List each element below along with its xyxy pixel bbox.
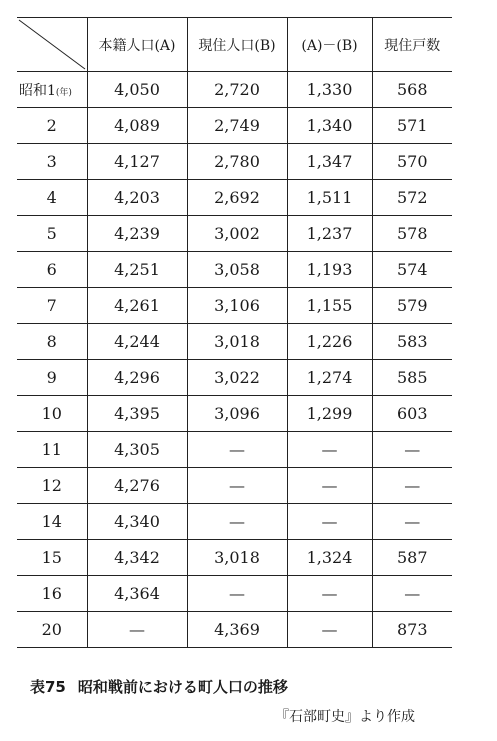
row-year-label: 3 [46,152,57,171]
row-year-label: 11 [41,440,62,459]
resident-population-cell: — [187,432,287,468]
row-year [17,180,87,216]
households-cell: 603 [372,396,452,432]
table-row [17,576,452,612]
row-year-label: 20 [41,620,62,639]
registered-population-cell: 4,395 [87,396,187,432]
resident-population-cell: 2,749 [187,108,287,144]
difference-cell: 1,324 [287,540,372,576]
difference-cell: 1,226 [287,324,372,360]
resident-population-cell: 3,018 [187,540,287,576]
households-cell: 579 [372,288,452,324]
row-year [17,468,87,504]
resident-population-cell: 2,692 [187,180,287,216]
row-year [17,144,87,180]
resident-population-cell: — [187,576,287,612]
resident-population-cell: 3,096 [187,396,287,432]
table-row [17,180,452,216]
households-cell: 578 [372,216,452,252]
table-row [17,324,452,360]
header-resident-population: 現住人口(B) [187,18,287,72]
resident-population-cell: 2,780 [187,144,287,180]
table-row [17,396,452,432]
row-year-label: 4 [46,188,57,207]
difference-cell: — [287,432,372,468]
resident-population-cell: 3,106 [187,288,287,324]
table-row [17,504,452,540]
row-year [17,396,87,432]
registered-population-cell: 4,127 [87,144,187,180]
registered-population-cell: 4,089 [87,108,187,144]
households-cell: — [372,432,452,468]
table-row [17,72,452,108]
header-corner-diagonal [17,18,87,72]
row-year [17,504,87,540]
row-year [17,216,87,252]
registered-population-cell: 4,276 [87,468,187,504]
table-row [17,540,452,576]
registered-population-cell: — [87,612,187,648]
households-cell: — [372,576,452,612]
table-row [17,216,452,252]
difference-cell: 1,155 [287,288,372,324]
table-row [17,144,452,180]
row-year-label: 昭和1 [19,82,56,99]
header-difference: (A)－(B) [287,18,372,72]
table-header-row [17,18,452,72]
row-year-label: 9 [46,368,57,387]
households-cell: 572 [372,180,452,216]
difference-cell: — [287,576,372,612]
table-caption [30,676,300,697]
source-note: 『石部町史』より作成 [275,709,415,725]
table-row [17,252,452,288]
population-table-container [17,17,452,648]
row-year-label: 15 [41,548,62,567]
row-year [17,540,87,576]
households-cell: 585 [372,360,452,396]
registered-population-cell: 4,244 [87,324,187,360]
registered-population-cell: 4,340 [87,504,187,540]
registered-population-cell: 4,239 [87,216,187,252]
resident-population-cell: — [187,468,287,504]
difference-cell: 1,347 [287,144,372,180]
difference-cell: 1,511 [287,180,372,216]
row-year [17,432,87,468]
households-cell: 873 [372,612,452,648]
row-year [17,324,87,360]
resident-population-cell: 2,720 [187,72,287,108]
registered-population-cell: 4,364 [87,576,187,612]
table-row [17,288,452,324]
difference-cell: 1,237 [287,216,372,252]
row-year-label: 5 [46,224,57,243]
registered-population-cell: 4,261 [87,288,187,324]
difference-cell: — [287,612,372,648]
table-body [17,72,452,648]
row-year [17,576,87,612]
households-cell: 571 [372,108,452,144]
row-year-label: 6 [46,260,57,279]
registered-population-cell: 4,305 [87,432,187,468]
row-year [17,108,87,144]
row-year-label: 14 [41,512,62,531]
resident-population-cell: 3,022 [187,360,287,396]
households-cell: 574 [372,252,452,288]
row-year-label: 10 [41,404,62,423]
row-year [17,612,87,648]
table-row [17,108,452,144]
row-year-unit: (年) [55,87,72,98]
table-row [17,360,452,396]
difference-cell: 1,274 [287,360,372,396]
difference-cell: 1,193 [287,252,372,288]
resident-population-cell: 3,058 [187,252,287,288]
header-resident-households: 現住戸数 [372,18,452,72]
header-registered-population: 本籍人口(A) [87,18,187,72]
table-row [17,468,452,504]
registered-population-cell: 4,050 [87,72,187,108]
registered-population-cell: 4,342 [87,540,187,576]
households-cell: 587 [372,540,452,576]
resident-population-cell: 3,002 [187,216,287,252]
resident-population-cell: 3,018 [187,324,287,360]
registered-population-cell: 4,296 [87,360,187,396]
households-cell: — [372,504,452,540]
difference-cell: 1,330 [287,72,372,108]
households-cell: — [372,468,452,504]
row-year-label: 2 [46,116,57,135]
difference-cell: — [287,468,372,504]
diagonal-line-icon [17,18,87,71]
resident-population-cell: — [187,504,287,540]
households-cell: 568 [372,72,452,108]
row-year [17,72,87,108]
caption-number: 表75 [30,678,66,696]
row-year-label: 7 [46,296,57,315]
population-table [17,17,452,648]
row-year [17,360,87,396]
resident-population-cell: 4,369 [187,612,287,648]
registered-population-cell: 4,203 [87,180,187,216]
households-cell: 583 [372,324,452,360]
table-row [17,432,452,468]
row-year [17,288,87,324]
table-row [17,612,452,648]
caption-title: 昭和戦前における町人口の推移 [77,678,288,696]
row-year-label: 12 [41,476,62,495]
row-year-label: 8 [46,332,57,351]
difference-cell: — [287,504,372,540]
row-year-label: 16 [41,584,62,603]
row-year [17,252,87,288]
difference-cell: 1,340 [287,108,372,144]
registered-population-cell: 4,251 [87,252,187,288]
difference-cell: 1,299 [287,396,372,432]
households-cell: 570 [372,144,452,180]
